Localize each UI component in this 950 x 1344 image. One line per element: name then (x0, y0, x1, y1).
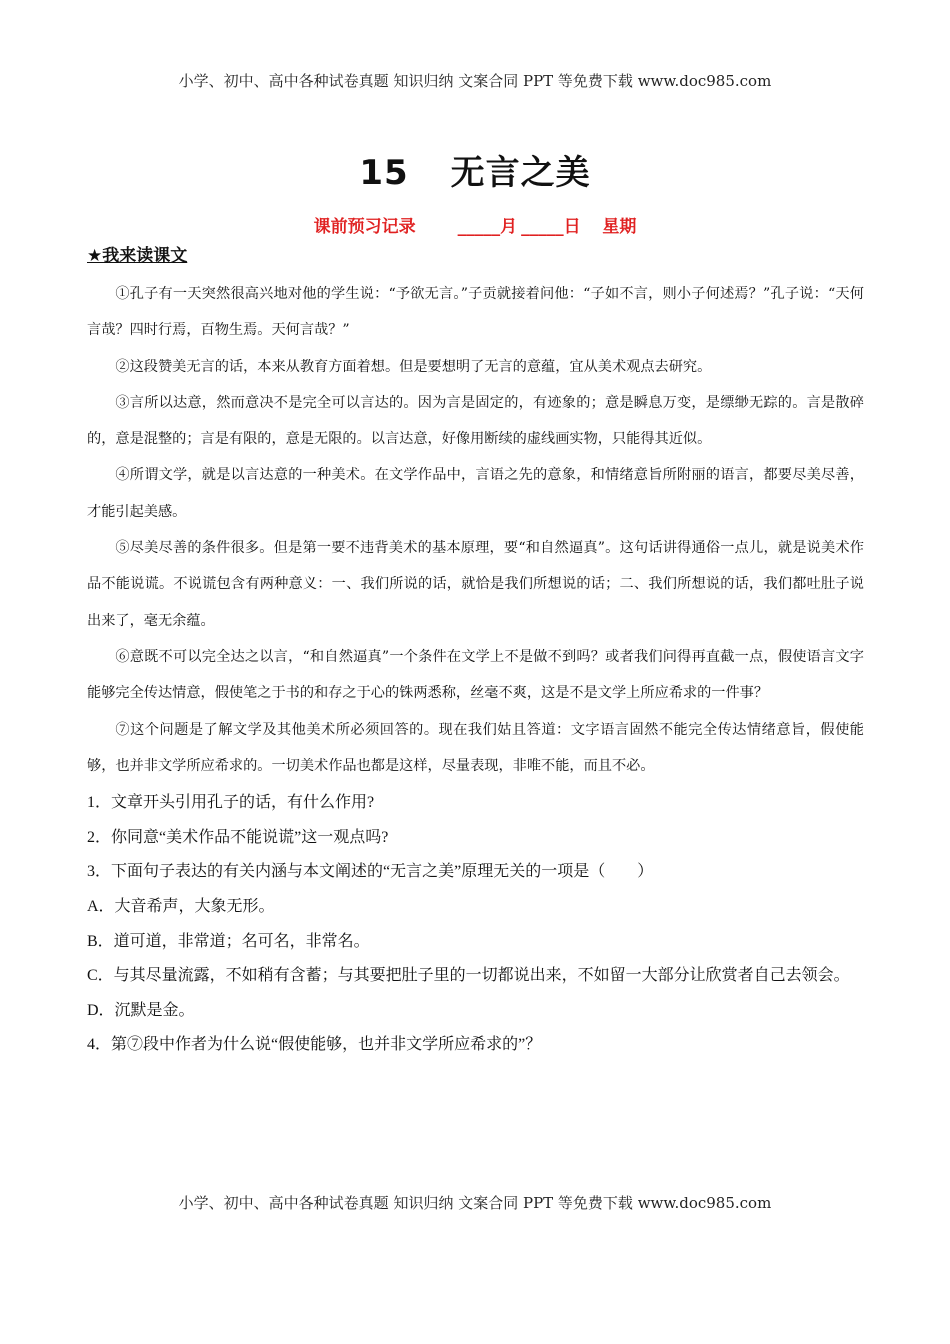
lesson-number: 15 (359, 153, 409, 193)
question-3: 3．下面句子表达的有关内涵与本文阐述的“无言之美”原理无关的一项是（ ） (87, 863, 654, 881)
option-a: A．大音希声，大象无形。 (87, 897, 275, 915)
question-4: 4．第⑦段中作者为什么说“假使能够，也并非文学所应希求的”？ (87, 1036, 542, 1054)
page-header: 小学、初中、高中各种试卷真题 知识归纳 文案合同 PPT 等免费下载 www.doc985.com (178, 72, 772, 90)
month-blank: _____月 (457, 217, 518, 237)
lesson-name: 无言之美 (450, 153, 591, 193)
section-heading: ★我来读课文 (87, 246, 188, 266)
lesson-title (0, 145, 950, 194)
paragraph-6: ⑥意既不可以完全达之以言，“和自然逼真”一个条件在文学上不是做不到吗？或者我们问得再直截一点，假使语言文字能够完全传达情意，假使笔之于书的和存之于心的铢两悉称，丝毫不爽，这是不是文学上所应希求的一件事？ (87, 648, 864, 702)
question-list (87, 786, 864, 1063)
weekday-label: 星期 (602, 217, 637, 237)
page-footer: 小学、初中、高中各种试卷真题 知识归纳 文案合同 PPT 等免费下载 www.doc985.com (178, 1194, 772, 1212)
preview-record-label: 课前预习记录 (313, 217, 416, 237)
paragraph-4: ④所谓文学，就是以言达意的一种美术。在文学作品中，言语之先的意象，和情绪意旨所附丽的语言，都要尽美尽善，才能引起美感。 (87, 467, 864, 520)
paragraph-7: ⑦这个问题是了解文学及其他美术所必须回答的。现在我们姑且答道：文字语言固然不能完全传达情绪意旨，假使能够，也并非文学所应希求的。一切美术作品也都是这样，尽量表现，非唯不能，而且不必。 (87, 721, 864, 774)
paragraph-5: ⑤尽美尽善的条件很多。但是第一要不违背美术的基本原理，要“和自然逼真”。这句话讲得通俗一点儿，就是说美术作品不能说谎。不说谎包含有两种意义：一、我们所说的话，就恰是我们所想说的话；二、我们所想说的话，我们都吐肚子说出来了，毫无余蕴。 (87, 540, 864, 629)
document-body (87, 242, 864, 1063)
paragraph-2: ②这段赞美无言的话，本来从教育方面着想。但是要想明了无言的意蕴，宜从美术观点去研究。 (115, 358, 712, 375)
question-1: 1．文章开头引用孔子的话，有什么作用? (87, 794, 375, 812)
question-2: 2．你同意“美术作品不能说谎”这一观点吗? (87, 828, 389, 846)
day-blank: _____日 (521, 217, 581, 237)
option-b: B．道可道，非常道；名可名，非常名。 (87, 932, 370, 950)
paragraph-1: ①孔子有一天突然很高兴地对他的学生说：“予欲无言。”子贡就接着问他：“子如不言，则小子何述焉？”孔子说：“天何言哉？四时行焉，百物生焉。天何言哉？” (87, 286, 864, 339)
paragraph-3: ③言所以达意，然而意决不是完全可以言达的。因为言是固定的，有迹象的；意是瞬息万变，是缥缈无踪的。言是散碎的，意是混整的；言是有限的，意是无限的。以言达意，好像用断续的虚线画实物，只能得其近似。 (87, 394, 864, 448)
preview-record-line (0, 212, 950, 237)
option-d: D．沉默是金。 (87, 1001, 195, 1019)
option-c: C．与其尽量流露，不如稍有含蓄；与其要把肚子里的一切都说出来，不如留一大部分让欣赏者自己去领会。 (87, 967, 850, 985)
